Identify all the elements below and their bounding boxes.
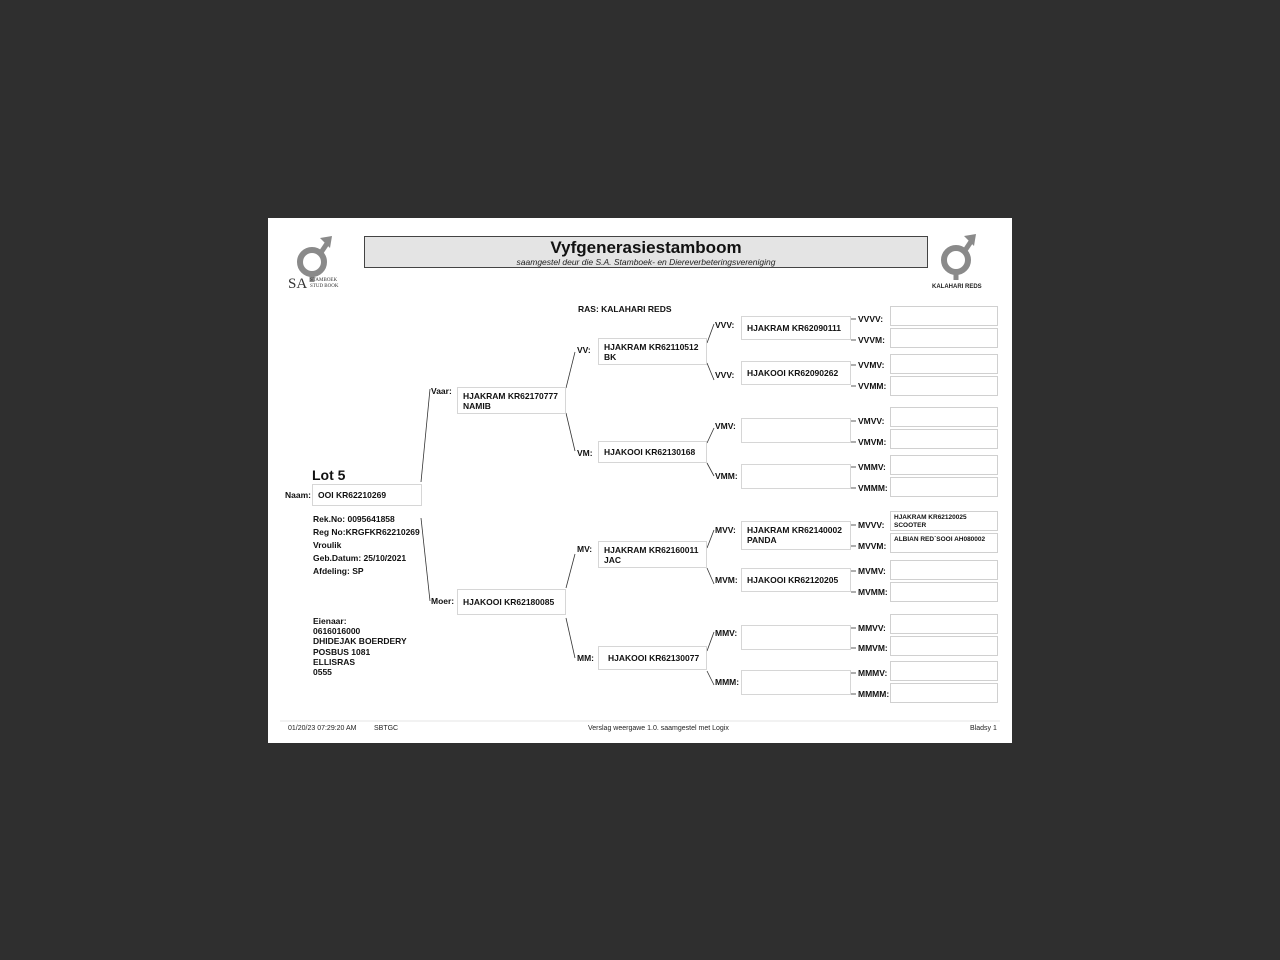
gen4-box-vvmm	[890, 376, 998, 396]
dam-label: Moer:	[431, 596, 455, 606]
gen4-label-mvvm: MVVM:	[858, 541, 887, 551]
mm-box: HJAKOOI KR62130077	[598, 646, 707, 670]
gen4-box-mmvv	[890, 614, 998, 634]
male-symbol-icon	[938, 234, 978, 282]
gen4-box-vvmv	[890, 354, 998, 374]
report-title: Vyfgenerasiestamboom	[550, 238, 742, 257]
report-subtitle: saamgestel deur die S.A. Stamboek- en Diereverbeteringsvereniging	[516, 257, 776, 267]
dam-box: HJAKOOI KR62180085	[457, 589, 566, 615]
gen4-label-vvvv: VVVV:	[858, 314, 884, 324]
owner-details	[313, 616, 407, 677]
vvm-box: HJAKOOI KR62090262	[741, 361, 851, 385]
lot-number: Lot 5	[312, 467, 346, 483]
gen4-box-mvmm	[890, 582, 998, 602]
gen4-box-vmvv	[890, 407, 998, 427]
gen4-label-vvmm: VVMM:	[858, 381, 887, 391]
gen4-label-vmvv: VMVV:	[858, 416, 885, 426]
gen4-label-vvmv: VVMV:	[858, 360, 885, 370]
gen4-box-mmmm	[890, 683, 998, 703]
gen4-box-mvmv	[890, 560, 998, 580]
gen4-box-mmmv	[890, 661, 998, 681]
gen4-label-vmvm: VMVM:	[858, 437, 887, 447]
detail-line: Afdeling: SP	[313, 566, 364, 576]
gen4-label-mvvv: MVVV:	[858, 520, 885, 530]
owner-line: 0555	[313, 667, 332, 678]
gen4-box-mmvm	[890, 636, 998, 656]
gen4-box-vmvm	[890, 429, 998, 449]
detail-line: Reg No:KRGFKR62210269	[313, 527, 420, 537]
gen4-box-mvvm: ALBIAN RED`SOOI AH080002	[890, 533, 998, 553]
mmv-box	[741, 625, 851, 650]
footer-page-number: Bladsy 1	[970, 725, 997, 732]
pedigree-page	[268, 218, 1012, 743]
animal-name-box: OOI KR62210269	[312, 484, 422, 506]
gen4-box-vmmv	[890, 455, 998, 475]
vvv-box: HJAKRAM KR62090111	[741, 316, 851, 340]
vv-box: HJAKRAM KR62110512 BK	[598, 338, 707, 365]
mmm-box	[741, 670, 851, 695]
footer-timestamp: 01/20/23 07:29:20 AM	[288, 725, 357, 732]
sire-label: Vaar:	[431, 386, 452, 396]
gen4-label-mmmm: MMMM:	[858, 689, 890, 699]
detail-line: Rek.No: 0095641858	[313, 514, 395, 524]
vv-label: VV:	[577, 345, 591, 355]
sa-stud-book-logo	[288, 236, 348, 296]
animal-details	[313, 513, 420, 578]
logo-left-small-1: STAMBOEK	[310, 278, 338, 283]
mmm-label: MMM:	[715, 677, 740, 687]
vm-label: VM:	[577, 448, 593, 458]
breed-label: RAS: KALAHARI REDS	[578, 304, 672, 314]
vvm-label: VVV:	[715, 370, 735, 380]
report-title-box	[364, 236, 928, 268]
footer-code: SBTGC	[374, 725, 399, 732]
gen4-label-mvmm: MVMM:	[858, 587, 888, 597]
gen4-label-vmmm: VMMM:	[858, 483, 888, 493]
vmv-label: VMV:	[715, 421, 736, 431]
detail-line: Vroulik	[313, 540, 342, 550]
gen4-box-mvvv: HJAKRAM KR62120025 SCOOTER	[890, 511, 998, 531]
vm-box: HJAKOOI KR62130168	[598, 441, 707, 463]
owner-line: 0616016000	[313, 626, 361, 637]
mm-label: MM:	[577, 653, 594, 663]
gen4-label-mvmv: MVMV:	[858, 566, 886, 576]
gen4-label-mmvm: MMVM:	[858, 643, 888, 653]
sire-box: HJAKRAM KR62170777 NAMIB	[457, 387, 566, 414]
mvv-label: MVV:	[715, 525, 736, 535]
mvm-box: HJAKOOI KR62120205	[741, 568, 851, 592]
vmv-box	[741, 418, 851, 443]
gen4-box-vvvm	[890, 328, 998, 348]
name-label: Naam:	[285, 490, 311, 500]
vmm-box	[741, 464, 851, 489]
logo-left-small-2: STUD BOOK	[310, 284, 339, 289]
logo-right-text: KALAHARI REDS	[932, 284, 982, 290]
owner-line: ELLISRAS	[313, 656, 356, 667]
gen4-box-vvvv	[890, 306, 998, 326]
mv-label: MV:	[577, 544, 593, 554]
detail-line: Geb.Datum: 25/10/2021	[313, 553, 407, 563]
mvm-label: MVM:	[715, 575, 738, 585]
gen4-label-vmmv: VMMV:	[858, 462, 886, 472]
gen4-box-vmmm	[890, 477, 998, 497]
gen4-label-vvvm: VVVM:	[858, 335, 885, 345]
mmv-label: MMV:	[715, 628, 738, 638]
logo-left-text: SA	[288, 276, 308, 292]
kalahari-reds-logo	[930, 234, 992, 294]
gen4-label-mmmv: MMMV:	[858, 668, 888, 678]
owner-line: Eienaar:	[313, 616, 347, 626]
vvv-label: VVV:	[715, 320, 735, 330]
owner-line: POSBUS 1081	[313, 646, 371, 657]
mvv-box: HJAKRAM KR62140002 PANDA	[741, 521, 851, 550]
footer-version: Verslag weergawe 1.0. saamgestel met Logix	[588, 725, 729, 732]
mv-box: HJAKRAM KR62160011 JAC	[598, 541, 707, 568]
gen4-label-mmvv: MMVV:	[858, 623, 886, 633]
vmm-label: VMM:	[715, 471, 738, 481]
owner-line: DHIDEJAK BOERDERY	[313, 636, 407, 647]
